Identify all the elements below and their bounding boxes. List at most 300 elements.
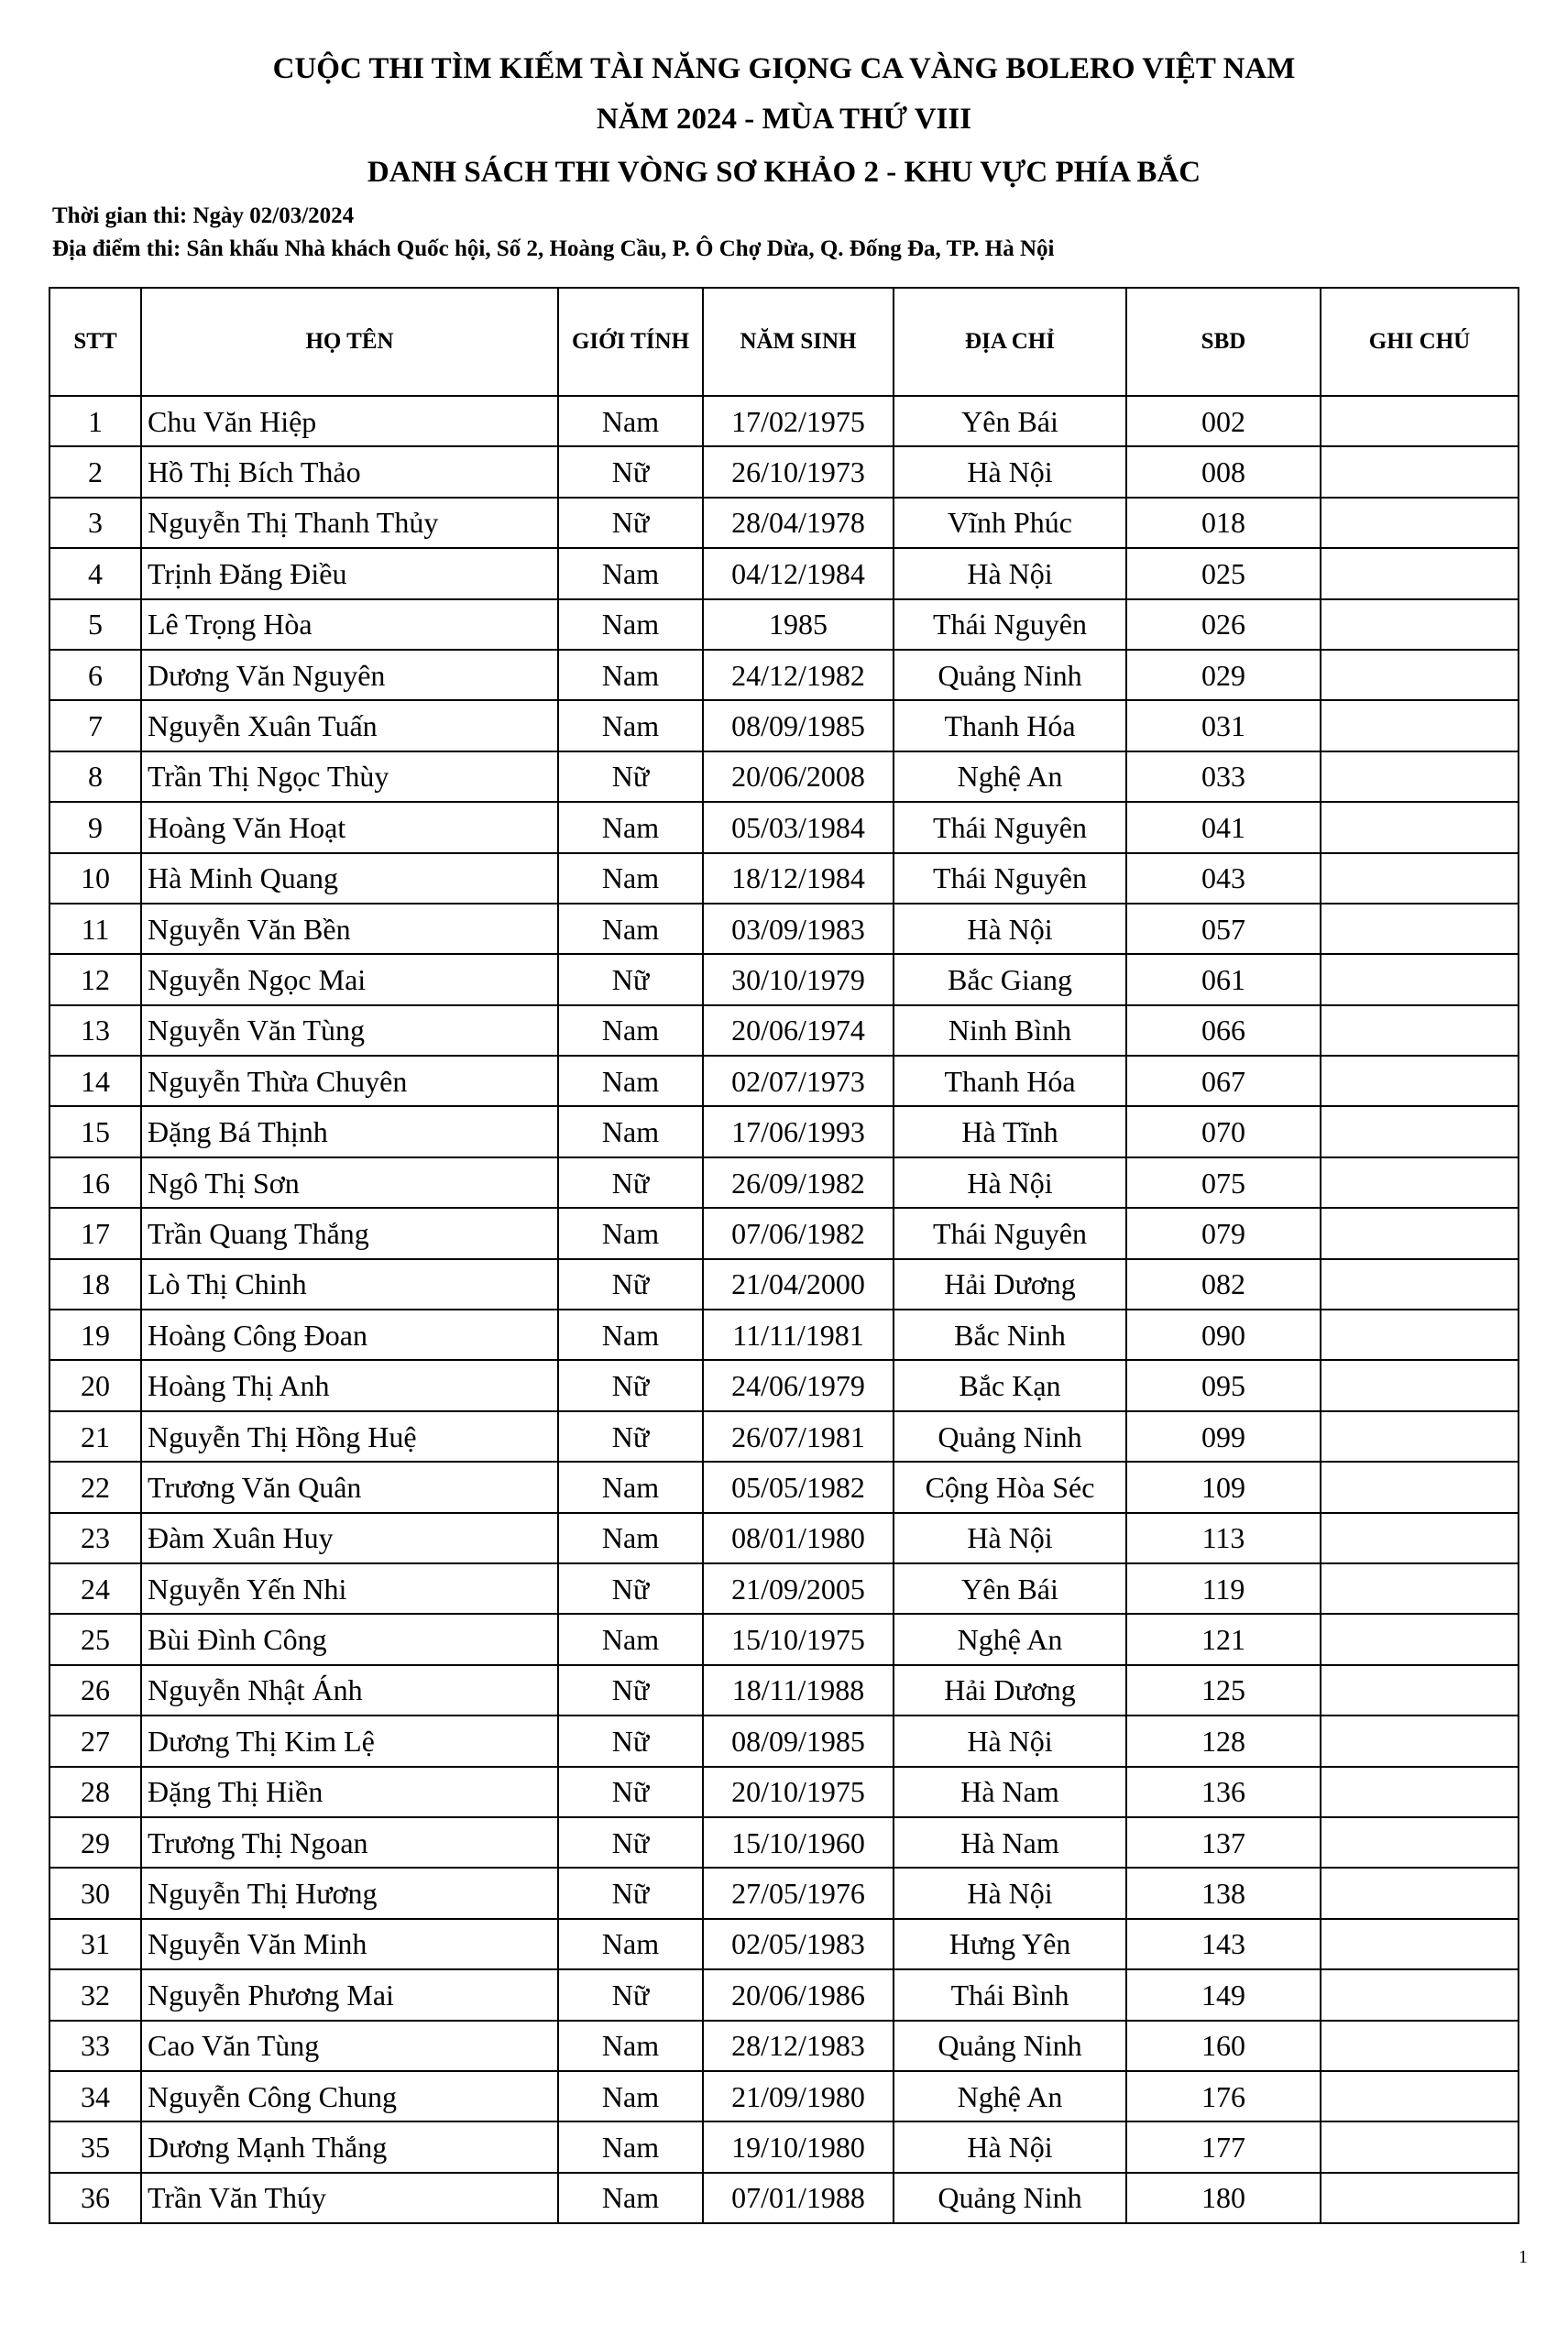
cell-name: Lò Thị Chinh [141, 1259, 558, 1310]
cell-birth: 08/09/1985 [703, 700, 894, 751]
cell-note [1321, 498, 1519, 548]
cell-address: Nghệ An [894, 1614, 1126, 1664]
cell-stt: 11 [49, 904, 141, 954]
cell-stt: 8 [49, 751, 141, 802]
cell-note [1321, 396, 1519, 446]
cell-sbd: 160 [1126, 2021, 1321, 2071]
cell-address: Bắc Kạn [894, 1360, 1126, 1410]
cell-gender: Nữ [558, 751, 703, 802]
cell-birth: 26/09/1982 [703, 1157, 894, 1208]
table-row [49, 853, 1519, 904]
table-row [49, 1716, 1519, 1766]
cell-address: Nghệ An [894, 751, 1126, 802]
cell-address: Thái Bình [894, 1969, 1126, 2020]
cell-address: Quảng Ninh [894, 2173, 1126, 2223]
cell-stt: 7 [49, 700, 141, 751]
cell-birth: 26/07/1981 [703, 1411, 894, 1462]
cell-gender: Nữ [558, 1969, 703, 2020]
table-row [49, 751, 1519, 802]
cell-sbd: 136 [1126, 1767, 1321, 1817]
table-row [49, 954, 1519, 1004]
cell-birth: 24/12/1982 [703, 650, 894, 700]
cell-note [1321, 1310, 1519, 1360]
cell-sbd: 180 [1126, 2173, 1321, 2223]
cell-birth: 21/04/2000 [703, 1259, 894, 1310]
cell-birth: 18/11/1988 [703, 1665, 894, 1716]
cell-name: Trần Văn Thúy [141, 2173, 558, 2223]
table-header-row [49, 288, 1519, 396]
cell-gender: Nữ [558, 1259, 703, 1310]
cell-note [1321, 1767, 1519, 1817]
cell-address: Hà Tĩnh [894, 1106, 1126, 1157]
cell-sbd: 031 [1126, 700, 1321, 751]
cell-gender: Nữ [558, 1360, 703, 1410]
contestant-table [49, 287, 1519, 2224]
table-row [49, 1513, 1519, 1563]
cell-sbd: 149 [1126, 1969, 1321, 2020]
cell-note [1321, 1665, 1519, 1716]
cell-note [1321, 904, 1519, 954]
cell-stt: 20 [49, 1360, 141, 1410]
cell-stt: 4 [49, 548, 141, 598]
cell-name: Đàm Xuân Huy [141, 1513, 558, 1563]
cell-stt: 22 [49, 1462, 141, 1512]
table-row [49, 1411, 1519, 1462]
cell-address: Vĩnh Phúc [894, 498, 1126, 548]
cell-address: Thái Nguyên [894, 1208, 1126, 1258]
table-row [49, 1462, 1519, 1512]
cell-birth: 05/05/1982 [703, 1462, 894, 1512]
cell-gender: Nữ [558, 1716, 703, 1766]
cell-note [1321, 1563, 1519, 1614]
cell-sbd: 057 [1126, 904, 1321, 954]
cell-name: Ngô Thị Sơn [141, 1157, 558, 1208]
cell-gender: Nữ [558, 1563, 703, 1614]
cell-stt: 6 [49, 650, 141, 700]
cell-sbd: 090 [1126, 1310, 1321, 1360]
cell-note [1321, 1106, 1519, 1157]
cell-address: Hà Nội [894, 548, 1126, 598]
cell-stt: 12 [49, 954, 141, 1004]
column-header-birth: NĂM SINH [703, 288, 894, 396]
cell-birth: 24/06/1979 [703, 1360, 894, 1410]
cell-stt: 16 [49, 1157, 141, 1208]
cell-sbd: 070 [1126, 1106, 1321, 1157]
cell-gender: Nam [558, 1056, 703, 1106]
cell-address: Yên Bái [894, 1563, 1126, 1614]
cell-stt: 9 [49, 802, 141, 852]
cell-gender: Nam [558, 1919, 703, 1969]
cell-sbd: 025 [1126, 548, 1321, 598]
table-row [49, 1817, 1519, 1868]
cell-note [1321, 1005, 1519, 1056]
cell-gender: Nam [558, 1005, 703, 1056]
cell-sbd: 067 [1126, 1056, 1321, 1106]
cell-note [1321, 751, 1519, 802]
table-row [49, 1767, 1519, 1817]
cell-gender: Nam [558, 802, 703, 852]
cell-note [1321, 446, 1519, 497]
cell-birth: 17/06/1993 [703, 1106, 894, 1157]
cell-address: Quảng Ninh [894, 1411, 1126, 1462]
cell-stt: 24 [49, 1563, 141, 1614]
cell-address: Hưng Yên [894, 1919, 1126, 1969]
cell-sbd: 026 [1126, 599, 1321, 650]
cell-gender: Nữ [558, 1767, 703, 1817]
cell-sbd: 121 [1126, 1614, 1321, 1664]
cell-name: Nguyễn Yến Nhi [141, 1563, 558, 1614]
cell-birth: 1985 [703, 599, 894, 650]
cell-name: Nguyễn Ngọc Mai [141, 954, 558, 1004]
cell-address: Hà Nội [894, 446, 1126, 497]
cell-address: Hà Nam [894, 1767, 1126, 1817]
cell-birth: 27/05/1976 [703, 1868, 894, 1918]
cell-name: Nguyễn Thị Thanh Thủy [141, 498, 558, 548]
cell-name: Nguyễn Phương Mai [141, 1969, 558, 2020]
cell-name: Trương Văn Quân [141, 1462, 558, 1512]
document-subtitle: DANH SÁCH THI VÒNG SƠ KHẢO 2 - KHU VỰC PHÍA BẮC [367, 156, 1201, 189]
table-row [49, 2121, 1519, 2172]
table-row [49, 1360, 1519, 1410]
cell-address: Hà Nội [894, 904, 1126, 954]
cell-address: Hà Nội [894, 1716, 1126, 1766]
cell-address: Yên Bái [894, 396, 1126, 446]
cell-address: Hà Nội [894, 2121, 1126, 2172]
cell-sbd: 002 [1126, 396, 1321, 446]
cell-note [1321, 1614, 1519, 1664]
cell-note [1321, 1919, 1519, 1969]
table-row [49, 802, 1519, 852]
column-header-note: GHI CHÚ [1321, 288, 1519, 396]
cell-note [1321, 1817, 1519, 1868]
table-row [49, 1259, 1519, 1310]
cell-stt: 18 [49, 1259, 141, 1310]
cell-gender: Nam [558, 1462, 703, 1512]
cell-birth: 15/10/1975 [703, 1614, 894, 1664]
cell-name: Nguyễn Nhật Ánh [141, 1665, 558, 1716]
cell-name: Nguyễn Xuân Tuấn [141, 700, 558, 751]
cell-note [1321, 2121, 1519, 2172]
cell-gender: Nam [558, 2071, 703, 2121]
table-body [49, 396, 1519, 2223]
cell-gender: Nam [558, 853, 703, 904]
cell-sbd: 082 [1126, 1259, 1321, 1310]
cell-birth: 30/10/1979 [703, 954, 894, 1004]
cell-birth: 08/09/1985 [703, 1716, 894, 1766]
cell-note [1321, 1969, 1519, 2020]
cell-address: Thái Nguyên [894, 853, 1126, 904]
cell-gender: Nam [558, 1513, 703, 1563]
cell-name: Nguyễn Thị Hương [141, 1868, 558, 1918]
cell-note [1321, 700, 1519, 751]
cell-birth: 28/12/1983 [703, 2021, 894, 2071]
column-header-name: HỌ TÊN [141, 288, 558, 396]
cell-sbd: 177 [1126, 2121, 1321, 2172]
cell-address: Nghệ An [894, 2071, 1126, 2121]
cell-birth: 20/10/1975 [703, 1767, 894, 1817]
cell-note [1321, 1868, 1519, 1918]
cell-stt: 33 [49, 2021, 141, 2071]
cell-stt: 5 [49, 599, 141, 650]
cell-stt: 2 [49, 446, 141, 497]
cell-birth: 03/09/1983 [703, 904, 894, 954]
cell-note [1321, 1462, 1519, 1512]
cell-stt: 15 [49, 1106, 141, 1157]
cell-birth: 02/07/1973 [703, 1056, 894, 1106]
cell-address: Hải Dương [894, 1665, 1126, 1716]
cell-sbd: 075 [1126, 1157, 1321, 1208]
cell-gender: Nam [558, 1614, 703, 1664]
table-row [49, 446, 1519, 497]
cell-stt: 31 [49, 1919, 141, 1969]
table-row [49, 650, 1519, 700]
cell-note [1321, 1513, 1519, 1563]
cell-address: Bắc Ninh [894, 1310, 1126, 1360]
cell-name: Bùi Đình Công [141, 1614, 558, 1664]
table-row [49, 1969, 1519, 2020]
cell-name: Nguyễn Công Chung [141, 2071, 558, 2121]
cell-sbd: 061 [1126, 954, 1321, 1004]
table-row [49, 2021, 1519, 2071]
cell-name: Cao Văn Tùng [141, 2021, 558, 2071]
table-row [49, 1056, 1519, 1106]
table-row [49, 1665, 1519, 1716]
cell-note [1321, 2173, 1519, 2223]
cell-sbd: 119 [1126, 1563, 1321, 1614]
cell-birth: 26/10/1973 [703, 446, 894, 497]
column-header-sbd: SBD [1126, 288, 1321, 396]
cell-birth: 02/05/1983 [703, 1919, 894, 1969]
cell-stt: 21 [49, 1411, 141, 1462]
cell-sbd: 137 [1126, 1817, 1321, 1868]
cell-name: Hồ Thị Bích Thảo [141, 446, 558, 497]
cell-gender: Nữ [558, 1157, 703, 1208]
cell-gender: Nam [558, 2121, 703, 2172]
cell-note [1321, 1411, 1519, 1462]
table-row [49, 2173, 1519, 2223]
cell-sbd: 041 [1126, 802, 1321, 852]
cell-address: Bắc Giang [894, 954, 1126, 1004]
cell-sbd: 099 [1126, 1411, 1321, 1462]
cell-birth: 21/09/1980 [703, 2071, 894, 2121]
cell-birth: 20/06/1974 [703, 1005, 894, 1056]
table-row [49, 396, 1519, 446]
cell-address: Thanh Hóa [894, 1056, 1126, 1106]
cell-sbd: 033 [1126, 751, 1321, 802]
table-row [49, 498, 1519, 548]
cell-address: Hà Nam [894, 1817, 1126, 1868]
cell-stt: 32 [49, 1969, 141, 2020]
cell-name: Trịnh Đăng Điều [141, 548, 558, 598]
column-header-stt: STT [49, 288, 141, 396]
cell-name: Dương Văn Nguyên [141, 650, 558, 700]
cell-address: Thanh Hóa [894, 700, 1126, 751]
cell-birth: 15/10/1960 [703, 1817, 894, 1868]
cell-gender: Nữ [558, 1665, 703, 1716]
cell-gender: Nam [558, 2173, 703, 2223]
cell-name: Nguyễn Thị Hồng Huệ [141, 1411, 558, 1462]
cell-address: Ninh Bình [894, 1005, 1126, 1056]
cell-name: Nguyễn Văn Minh [141, 1919, 558, 1969]
cell-gender: Nữ [558, 1817, 703, 1868]
cell-stt: 28 [49, 1767, 141, 1817]
cell-stt: 25 [49, 1614, 141, 1664]
table-row [49, 1157, 1519, 1208]
cell-gender: Nam [558, 599, 703, 650]
cell-sbd: 113 [1126, 1513, 1321, 1563]
cell-name: Nguyễn Văn Tùng [141, 1005, 558, 1056]
cell-gender: Nam [558, 2021, 703, 2071]
cell-birth: 07/01/1988 [703, 2173, 894, 2223]
cell-stt: 19 [49, 1310, 141, 1360]
cell-name: Nguyễn Văn Bền [141, 904, 558, 954]
cell-birth: 04/12/1984 [703, 548, 894, 598]
cell-sbd: 125 [1126, 1665, 1321, 1716]
cell-note [1321, 853, 1519, 904]
cell-address: Thái Nguyên [894, 599, 1126, 650]
cell-stt: 10 [49, 853, 141, 904]
cell-birth: 11/11/1981 [703, 1310, 894, 1360]
cell-gender: Nam [558, 700, 703, 751]
table-row [49, 1208, 1519, 1258]
cell-address: Hà Nội [894, 1157, 1126, 1208]
cell-gender: Nam [558, 650, 703, 700]
cell-name: Hoàng Thị Anh [141, 1360, 558, 1410]
cell-gender: Nam [558, 548, 703, 598]
cell-name: Nguyễn Thừa Chuyên [141, 1056, 558, 1106]
cell-birth: 08/01/1980 [703, 1513, 894, 1563]
table-row [49, 1106, 1519, 1157]
cell-sbd: 128 [1126, 1716, 1321, 1766]
cell-gender: Nữ [558, 498, 703, 548]
cell-note [1321, 2021, 1519, 2071]
table-row [49, 548, 1519, 598]
cell-gender: Nam [558, 1208, 703, 1258]
cell-birth: 21/09/2005 [703, 1563, 894, 1614]
cell-birth: 19/10/1980 [703, 2121, 894, 2172]
cell-name: Đặng Thị Hiền [141, 1767, 558, 1817]
cell-note [1321, 1716, 1519, 1766]
cell-gender: Nam [558, 1310, 703, 1360]
cell-stt: 29 [49, 1817, 141, 1868]
cell-stt: 27 [49, 1716, 141, 1766]
cell-sbd: 029 [1126, 650, 1321, 700]
cell-stt: 13 [49, 1005, 141, 1056]
cell-sbd: 109 [1126, 1462, 1321, 1512]
document-season: NĂM 2024 - MÙA THỨ VIII [596, 103, 972, 136]
cell-gender: Nữ [558, 446, 703, 497]
table-row [49, 1919, 1519, 1969]
cell-sbd: 143 [1126, 1919, 1321, 1969]
cell-gender: Nam [558, 396, 703, 446]
cell-address: Hải Dương [894, 1259, 1126, 1310]
cell-name: Hà Minh Quang [141, 853, 558, 904]
cell-stt: 26 [49, 1665, 141, 1716]
cell-name: Trần Quang Thắng [141, 1208, 558, 1258]
cell-note [1321, 548, 1519, 598]
cell-address: Cộng Hòa Séc [894, 1462, 1126, 1512]
cell-birth: 28/04/1978 [703, 498, 894, 548]
cell-stt: 35 [49, 2121, 141, 2172]
cell-address: Quảng Ninh [894, 650, 1126, 700]
cell-name: Hoàng Văn Hoạt [141, 802, 558, 852]
cell-address: Hà Nội [894, 1513, 1126, 1563]
cell-sbd: 018 [1126, 498, 1321, 548]
table-row [49, 1310, 1519, 1360]
cell-address: Thái Nguyên [894, 802, 1126, 852]
cell-address: Hà Nội [894, 1868, 1126, 1918]
cell-sbd: 066 [1126, 1005, 1321, 1056]
cell-stt: 14 [49, 1056, 141, 1106]
cell-name: Đặng Bá Thịnh [141, 1106, 558, 1157]
cell-birth: 05/03/1984 [703, 802, 894, 852]
cell-note [1321, 1157, 1519, 1208]
cell-note [1321, 802, 1519, 852]
table-row [49, 2071, 1519, 2121]
column-header-gender: GIỚI TÍNH [558, 288, 703, 396]
cell-birth: 07/06/1982 [703, 1208, 894, 1258]
cell-sbd: 079 [1126, 1208, 1321, 1258]
cell-note [1321, 1208, 1519, 1258]
cell-name: Dương Mạnh Thắng [141, 2121, 558, 2172]
cell-birth: 20/06/1986 [703, 1969, 894, 2020]
table-row [49, 1005, 1519, 1056]
table-row [49, 904, 1519, 954]
table-row [49, 1563, 1519, 1614]
cell-stt: 34 [49, 2071, 141, 2121]
cell-sbd: 008 [1126, 446, 1321, 497]
cell-stt: 36 [49, 2173, 141, 2223]
cell-birth: 17/02/1975 [703, 396, 894, 446]
cell-note [1321, 954, 1519, 1004]
cell-name: Trần Thị Ngọc Thùy [141, 751, 558, 802]
cell-name: Lê Trọng Hòa [141, 599, 558, 650]
column-header-address: ĐỊA CHỈ [894, 288, 1126, 396]
cell-note [1321, 650, 1519, 700]
cell-stt: 3 [49, 498, 141, 548]
cell-address: Quảng Ninh [894, 2021, 1126, 2071]
document-title: CUỘC THI TÌM KIẾM TÀI NĂNG GIỌNG CA VÀNG BOLERO VIỆT NAM [272, 52, 1296, 85]
cell-note [1321, 1259, 1519, 1310]
cell-note [1321, 1360, 1519, 1410]
cell-stt: 30 [49, 1868, 141, 1918]
cell-birth: 20/06/2008 [703, 751, 894, 802]
table-row [49, 1868, 1519, 1918]
cell-sbd: 095 [1126, 1360, 1321, 1410]
cell-gender: Nữ [558, 1868, 703, 1918]
cell-note [1321, 1056, 1519, 1106]
cell-gender: Nam [558, 1106, 703, 1157]
cell-sbd: 043 [1126, 853, 1321, 904]
exam-venue: Địa điểm thi: Sân khấu Nhà khách Quốc hội, Số 2, Hoàng Cầu, P. Ô Chợ Dừa, Q. Đống Đa, TP. Hà Nội [52, 236, 1055, 261]
table-row [49, 599, 1519, 650]
cell-note [1321, 599, 1519, 650]
cell-birth: 18/12/1984 [703, 853, 894, 904]
cell-gender: Nam [558, 904, 703, 954]
page-number: 1 [1519, 2247, 1528, 2267]
cell-gender: Nữ [558, 1411, 703, 1462]
cell-sbd: 138 [1126, 1868, 1321, 1918]
table-row [49, 1614, 1519, 1664]
cell-stt: 17 [49, 1208, 141, 1258]
cell-stt: 1 [49, 396, 141, 446]
cell-note [1321, 2071, 1519, 2121]
cell-stt: 23 [49, 1513, 141, 1563]
cell-name: Trương Thị Ngoan [141, 1817, 558, 1868]
cell-gender: Nữ [558, 954, 703, 1004]
cell-name: Chu Văn Hiệp [141, 396, 558, 446]
cell-name: Dương Thị Kim Lệ [141, 1716, 558, 1766]
